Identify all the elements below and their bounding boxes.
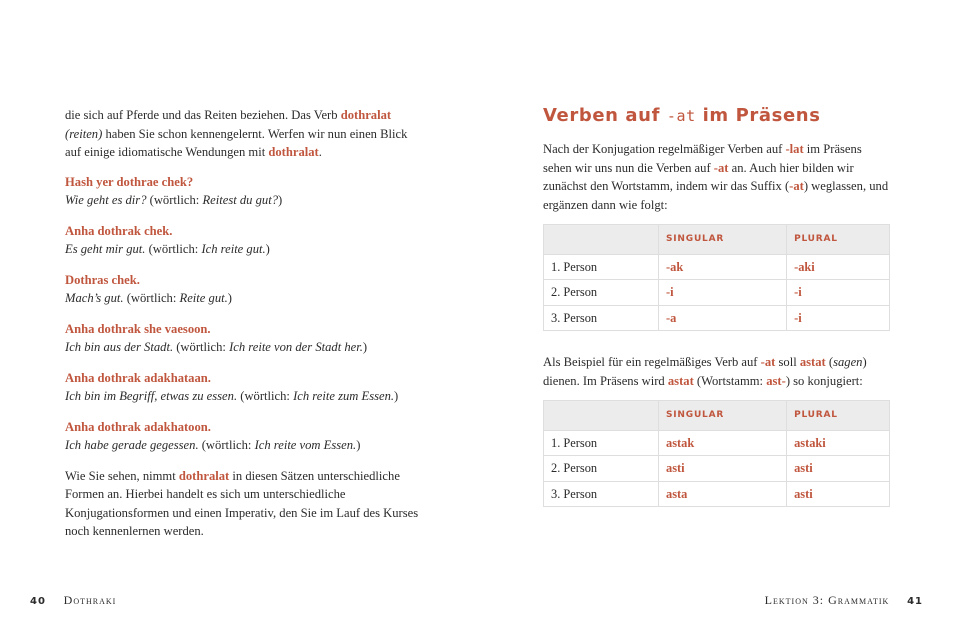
phrase-item [65, 222, 425, 259]
suffix-at: -at [713, 160, 729, 175]
literal-translation: Ich reite von der Stadt her. [229, 340, 363, 354]
column-header: SINGULAR [659, 401, 787, 431]
person-cell: 1. Person [544, 430, 659, 456]
left-footer [30, 593, 116, 608]
ending-cell: -aki [787, 254, 890, 280]
phrase-translation [65, 240, 425, 259]
section-heading [543, 104, 893, 128]
para1-text-3: an. Auch hier bilden wir zunächst den Wortstamm, indem wir das Suffix ( [543, 160, 854, 193]
verb-astat-translation: sagen [833, 355, 863, 369]
dothraki-phrase: Dothras chek. [65, 272, 140, 287]
phrase-item [65, 369, 425, 406]
column-header [544, 401, 659, 431]
intro-text-3: . [318, 145, 322, 159]
literal-suffix: ) [278, 193, 283, 207]
phrase-translation [65, 387, 425, 406]
right-page-body [543, 104, 893, 529]
person-cell: 2. Person [544, 456, 659, 482]
dothraki-phrase: Anha dothrak she vaesoon. [65, 321, 211, 336]
page-number-right: 41 [907, 596, 923, 607]
literal-prefix: (wörtlich: [146, 193, 203, 207]
ending-cell: asta [659, 481, 787, 507]
dothraki-phrase: Hash yer dothrae chek? [65, 174, 194, 189]
explanation-paragraph-2 [543, 353, 893, 390]
para2-text-4: ) dienen. Im Präsens wird [543, 355, 867, 388]
literal-translation: Reite gut. [179, 291, 228, 305]
heading-suffix: -at [666, 107, 696, 125]
literal-suffix: ) [394, 389, 399, 403]
table-row [544, 456, 890, 482]
ending-cell: -a [659, 305, 787, 331]
column-header: SINGULAR [659, 225, 787, 255]
ending-cell: -i [787, 280, 890, 306]
dothraki-phrase: Anha dothrak adakhataan. [65, 370, 211, 385]
column-header: PLURAL [787, 401, 890, 431]
german-translation: Ich bin im Begriff, etwas zu essen. [65, 389, 238, 403]
german-translation: Es geht mir gut. [65, 242, 146, 256]
literal-translation: Ich reite gut. [201, 242, 266, 256]
para1-text-2: im Präsens sehen wir uns nun die Verben auf [543, 142, 862, 175]
literal-suffix: ) [362, 340, 368, 354]
phrase-translation [65, 436, 425, 455]
person-cell: 1. Person [544, 254, 659, 280]
para2-text-5: (Wortstamm: [693, 373, 767, 388]
verb-astat: astat [799, 355, 826, 369]
outro-paragraph [65, 467, 425, 541]
intro-translation: (reiten) [65, 126, 103, 141]
phrase-item [65, 320, 425, 357]
table-row [544, 280, 890, 306]
person-cell: 3. Person [544, 305, 659, 331]
column-header: PLURAL [787, 225, 890, 255]
intro-text-1: die sich auf Pferde und das Reiten beziehen. Das Verb [65, 108, 341, 122]
dothraki-phrase: Anha dothrak adakhatoon. [65, 419, 211, 434]
verb-dothralat: dothralat [268, 145, 319, 159]
para2-text-2: soll [775, 355, 800, 369]
literal-prefix: (wörtlich: [173, 340, 230, 354]
german-translation: Mach’s gut. [65, 291, 124, 305]
para1-text-4: ) weglassen, und ergänzen dann wie folgt: [543, 179, 889, 212]
para1-text-1: Nach der Konjugation regelmäßiger Verben auf [543, 142, 786, 156]
table-row [544, 481, 890, 507]
phrase-translation [65, 191, 425, 210]
intro-paragraph [65, 106, 425, 162]
table-header-row [544, 401, 890, 431]
table-row [544, 430, 890, 456]
literal-prefix: (wörtlich: [145, 242, 202, 256]
ending-cell: asti [659, 456, 787, 482]
phrase-item [65, 418, 425, 455]
ending-cell: asti [787, 481, 890, 507]
outro-text-1: Wie Sie sehen, nimmt [65, 468, 179, 483]
literal-suffix: ) [227, 291, 232, 305]
dothraki-phrase: Anha dothrak chek. [65, 223, 173, 238]
right-footer [765, 593, 923, 608]
phrase-translation [65, 338, 425, 357]
page-number-left: 40 [30, 596, 46, 607]
column-header [544, 225, 659, 255]
ending-cell: astaki [787, 430, 890, 456]
ending-cell: asti [787, 456, 890, 482]
running-head-right: Lektion 3: Grammatik [764, 593, 890, 607]
suffix-at: -at [789, 179, 804, 193]
intro-text-2: haben Sie schon kennengelernt. Werfen wir nun einen Blick auf einige idiomatische Wendungen mit [65, 126, 408, 159]
ending-cell: astak [659, 430, 787, 456]
heading-text-2: im Präsens [695, 105, 821, 126]
literal-suffix: ) [265, 242, 270, 256]
person-cell: 2. Person [544, 280, 659, 306]
para2-text-1: Als Beispiel für ein regelmäßiges Verb auf [543, 355, 761, 369]
german-translation: Ich bin aus der Stadt. [65, 340, 174, 354]
explanation-paragraph-1 [543, 140, 893, 214]
literal-prefix: (wörtlich: [198, 438, 255, 452]
ending-cell: -i [659, 280, 787, 306]
left-page-body [65, 106, 425, 552]
person-cell: 3. Person [544, 481, 659, 507]
suffix-conjugation-table [543, 224, 890, 331]
astat-conjugation-table [543, 400, 890, 507]
verb-astat: astat [667, 373, 694, 388]
verb-dothralat: dothralat [340, 108, 392, 122]
stem-ast: ast- [766, 373, 786, 388]
para2-text-3: ( [825, 355, 834, 369]
phrase-item [65, 173, 425, 210]
running-head-left: Dothraki [63, 593, 117, 607]
ending-cell: -i [787, 305, 890, 331]
phrase-list [65, 173, 425, 455]
para2-text-6: ) so konjugiert: [785, 373, 863, 388]
literal-translation: Ich reite vom Essen. [254, 438, 357, 452]
table-row [544, 305, 890, 331]
table-row [544, 254, 890, 280]
german-translation: Ich habe gerade gegessen. [65, 438, 199, 452]
phrase-translation [65, 289, 425, 308]
literal-translation: Reitest du gut? [202, 193, 279, 207]
outro-text-2: in diesen Sätzen unterschiedliche Formen an. Hierbei handelt es sich um unterschiedliche Konjugationsformen und einen Imperativ, den Sie im Lauf des Kurses noch kennenlernen werden. [65, 468, 419, 538]
phrase-item [65, 271, 425, 308]
german-translation: Wie geht es dir? [65, 193, 147, 207]
literal-prefix: (wörtlich: [237, 389, 294, 403]
verb-dothralat: dothralat [178, 468, 230, 483]
heading-text-1: Verben auf [543, 105, 667, 126]
literal-translation: Ich reite zum Essen. [293, 389, 395, 403]
ending-cell: -ak [659, 254, 787, 280]
literal-suffix: ) [356, 438, 361, 452]
suffix-at: -at [760, 355, 776, 369]
table-header-row [544, 225, 890, 255]
suffix-lat: -lat [785, 142, 804, 156]
literal-prefix: (wörtlich: [123, 291, 180, 305]
